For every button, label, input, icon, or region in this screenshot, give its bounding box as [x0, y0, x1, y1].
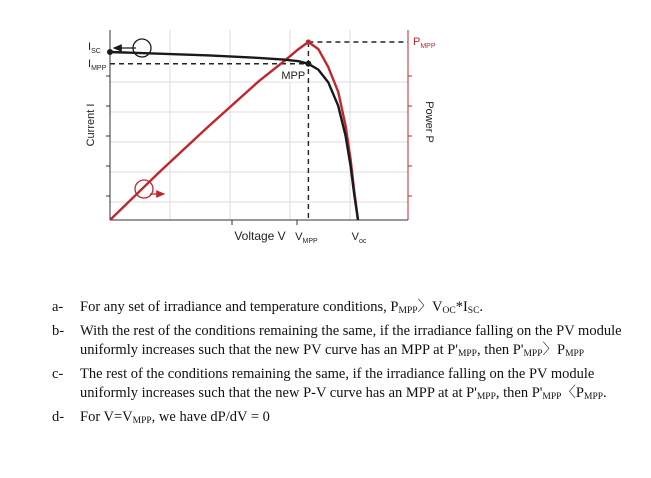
- option-b: [52, 322, 632, 364]
- option-text: The rest of the conditions remaining the same, if the irradiance falling on the PV module uniformly increases such that the new P-V curve has an MPP at at P': [80, 366, 595, 401]
- option-subscript: MPP: [523, 349, 543, 359]
- option-text: .: [603, 385, 607, 401]
- option-text: With the rest of the conditions remaining the same, if the irradiance falling on the PV module uniformly increases such that the new PV curve has an MPP at P': [80, 323, 622, 358]
- option-subscript: MPP: [476, 392, 496, 402]
- option-d: [52, 408, 632, 431]
- option-subscript: SC: [467, 306, 480, 316]
- isc-point: [107, 49, 113, 55]
- option-letter: a-: [52, 299, 64, 315]
- mpp-annotation: MPP: [281, 69, 306, 82]
- option-text: For V=V: [80, 409, 133, 425]
- option-text: , then P': [476, 342, 524, 358]
- option-text: .: [479, 299, 484, 315]
- option-c: [52, 365, 632, 407]
- option-subscript: MPP: [584, 392, 604, 402]
- x-tick-voc: $V_{oc}$: [351, 231, 367, 245]
- answer-options: [52, 298, 632, 432]
- chart-tick-labels: [88, 36, 436, 245]
- y-tick-pmpp: $P_{MPP}$: [413, 36, 436, 50]
- x-axis-label: Voltage V: [234, 229, 286, 243]
- x-tick-vmpp: $V_{MPP}$: [295, 231, 318, 245]
- option-text: For any set of irradiance and temperature conditions, P: [80, 299, 399, 315]
- option-letter: b-: [52, 323, 65, 339]
- y-tick-isc: $I_{SC}$: [88, 41, 101, 55]
- mpp-guide-lines: [110, 42, 408, 220]
- option-subscript: MPP: [565, 349, 585, 359]
- option-text: 〈P: [561, 385, 584, 401]
- power-curve-marker-circle: [135, 180, 153, 198]
- pmpp-point: [306, 39, 311, 44]
- option-subscript: OC: [442, 306, 456, 316]
- y-axis-label-left: Current I: [85, 103, 97, 147]
- option-text: , then P': [495, 385, 543, 401]
- option-text: *I: [455, 299, 468, 315]
- option-text: 〉P: [542, 342, 566, 358]
- option-a: [52, 298, 632, 321]
- plot-frame: [106, 30, 412, 225]
- option-text: 〉V: [417, 299, 443, 315]
- option-subscript: MPP: [542, 392, 562, 402]
- option-letter: d-: [52, 409, 65, 425]
- y-tick-impp: $I_{MPP}$: [88, 57, 107, 72]
- option-letter: c-: [52, 366, 64, 382]
- option-text: , we have dP/dV = 0: [151, 409, 270, 425]
- mpp-point: [305, 61, 311, 67]
- current-curve: [110, 52, 358, 220]
- power-curve: [110, 42, 358, 220]
- chart-curves: [107, 39, 358, 220]
- option-subscript: MPP: [457, 349, 477, 359]
- option-subscript: MPP: [132, 416, 152, 426]
- y-axis-label-right: Power P: [423, 101, 435, 143]
- option-subscript: MPP: [398, 306, 418, 316]
